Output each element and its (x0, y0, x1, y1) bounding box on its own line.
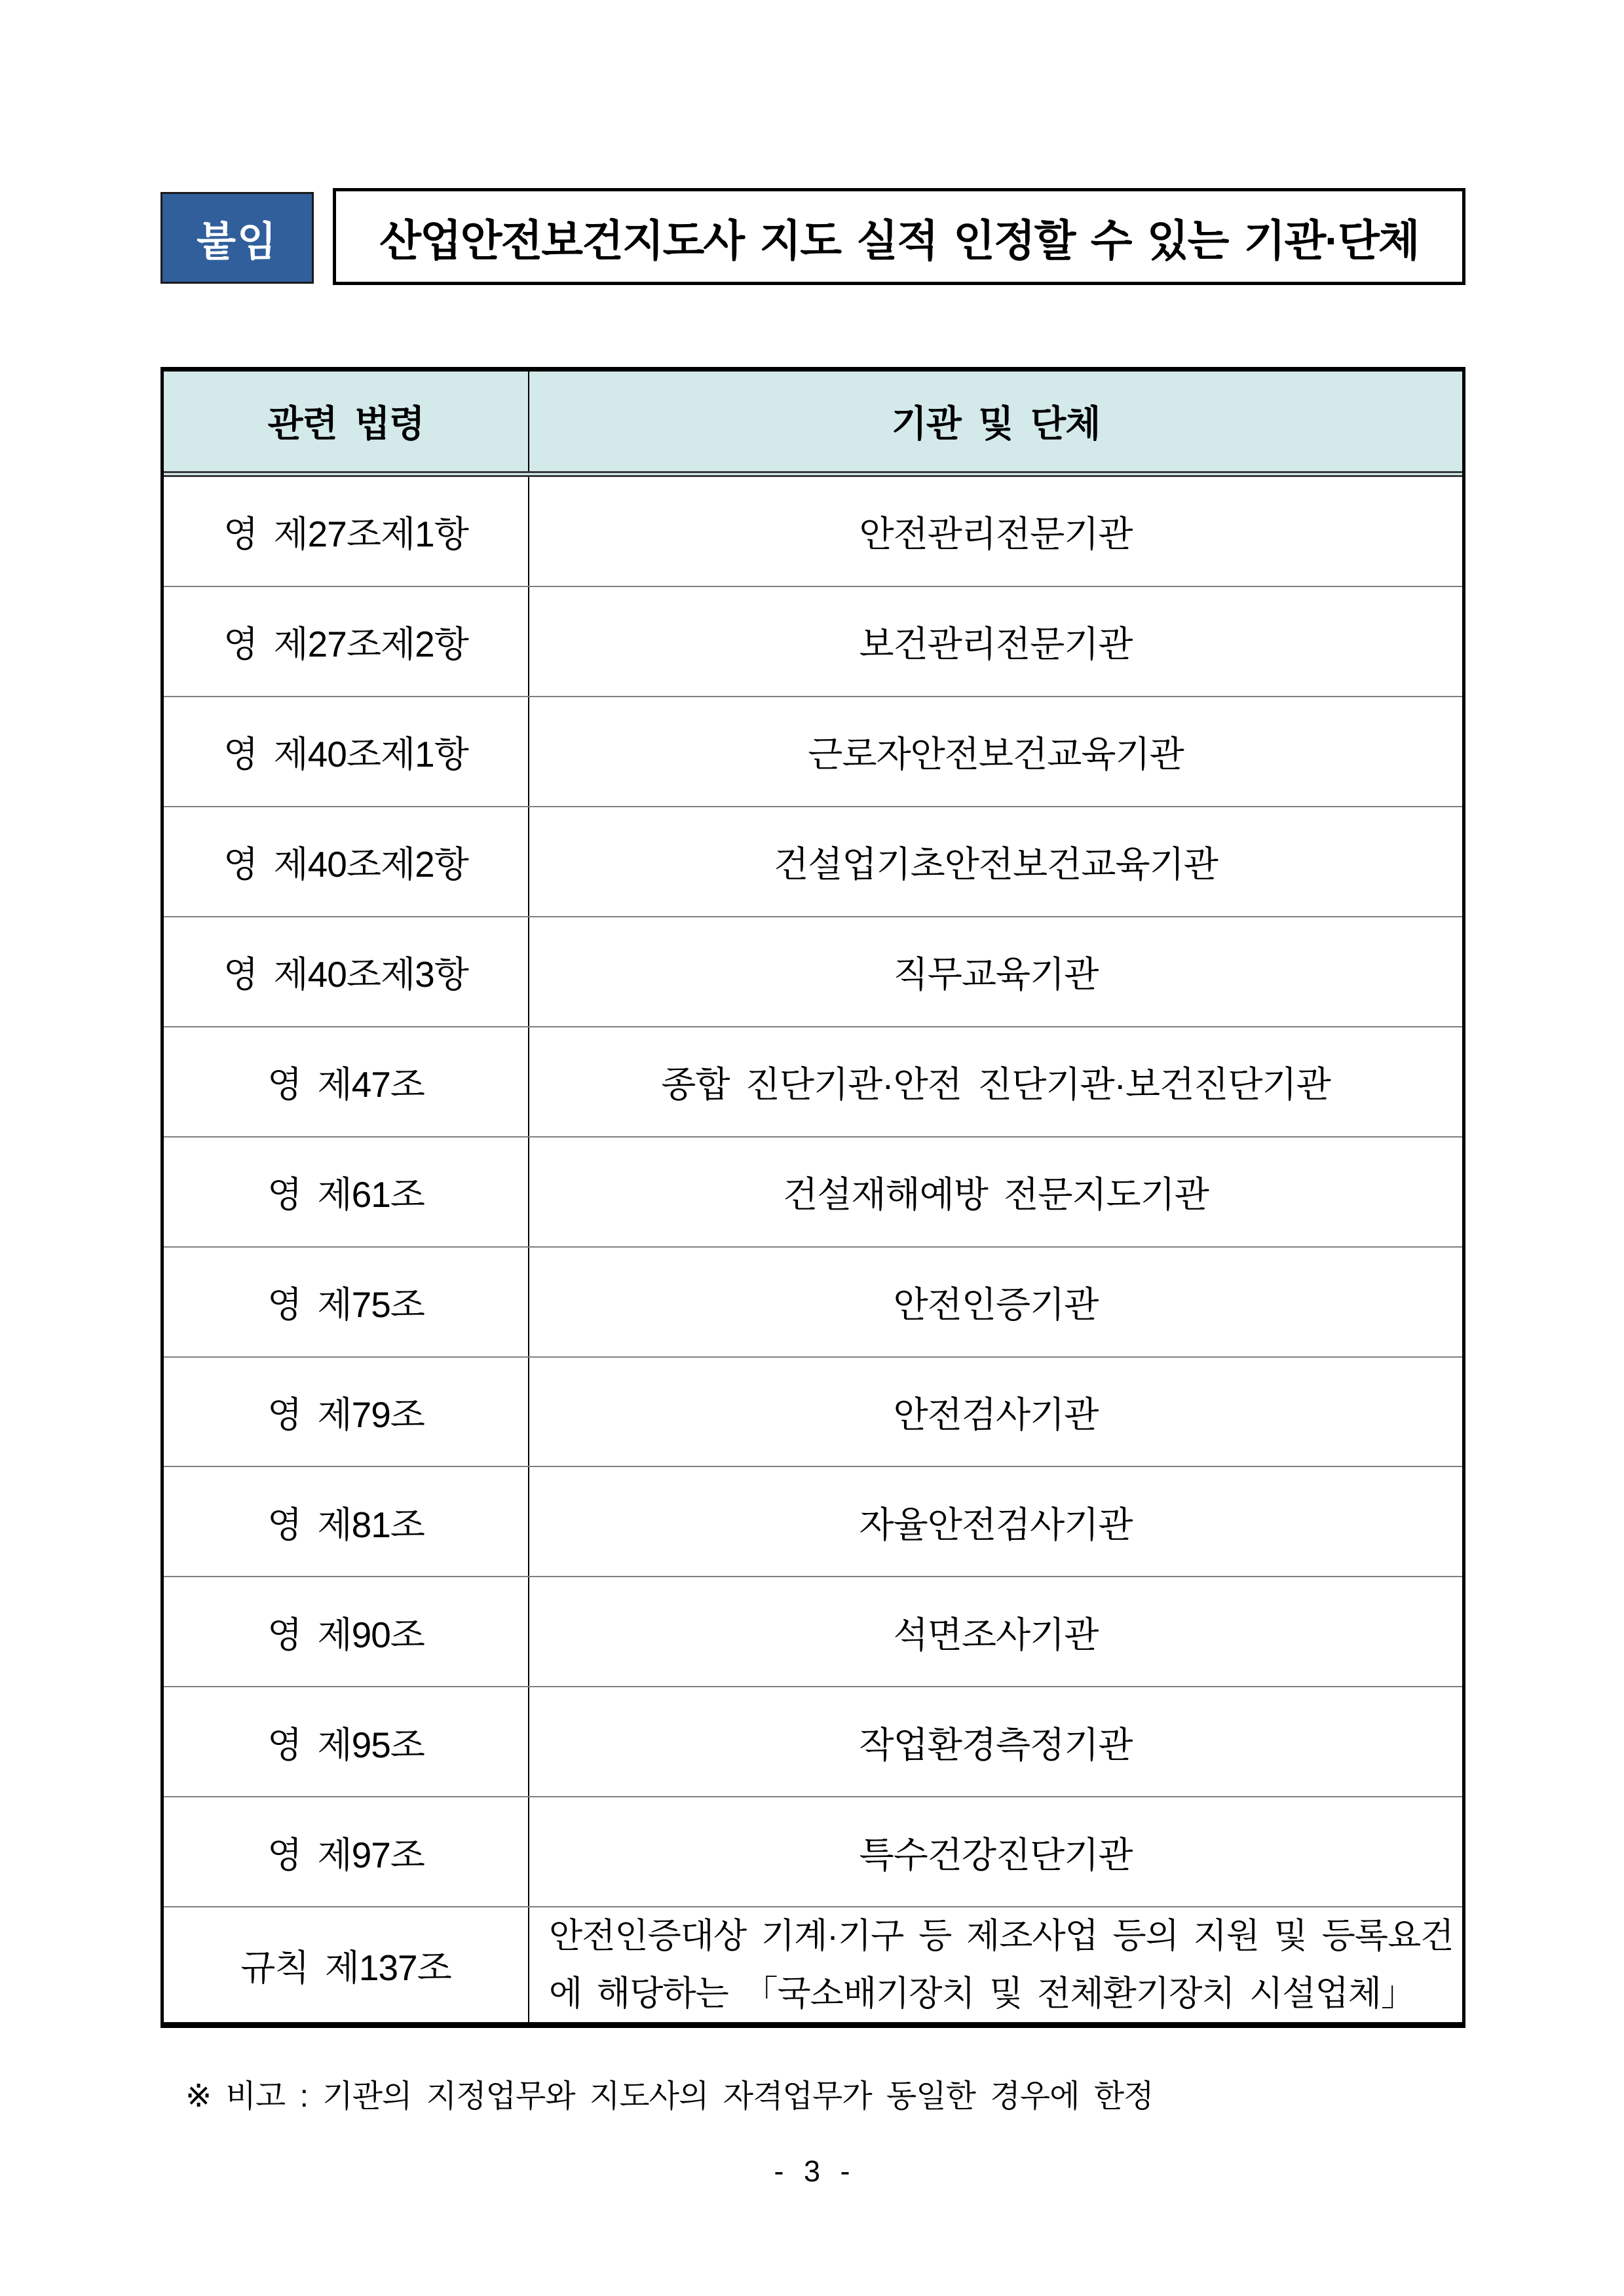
table-row (164, 1138, 1462, 1248)
page-number: - 3 - (774, 2154, 850, 2188)
table-row (164, 1577, 1462, 1687)
org-cell: 근로자안전보건교육기관 (808, 734, 1184, 775)
org-cell: 건설재해예방 전문지도기관 (783, 1174, 1209, 1215)
table-row (164, 807, 1462, 917)
table-row (164, 1027, 1462, 1138)
law-cell: 영 제81조 (164, 1467, 529, 1576)
law-cell: 영 제75조 (164, 1248, 529, 1356)
org-cell: 작업환경측정기관 (859, 1724, 1133, 1765)
law-cell: 영 제40조제2항 (164, 807, 529, 916)
attachment-badge: 붙임 (161, 192, 314, 284)
legal-institutions-table (161, 367, 1465, 2028)
law-cell: 영 제27조제1항 (164, 477, 529, 586)
header-law-column: 관련 법령 (164, 372, 529, 471)
org-cell: 건설업기초안전보건교육기관 (774, 844, 1218, 885)
org-cell: 안전인증기관 (893, 1284, 1099, 1326)
org-cell: 종합 진단기관·안전 진단기관·보건진단기관 (661, 1064, 1331, 1105)
page-title: 산업안전보건지도사 지도 실적 인정할 수 있는 기관·단체 (333, 188, 1465, 285)
table-row (164, 917, 1462, 1027)
table-row (164, 1248, 1462, 1358)
law-cell: 영 제40조제1항 (164, 697, 529, 806)
org-cell: 보건관리전문기관 (859, 624, 1133, 665)
note-text: ※ 비고 : 기관의 지정업무와 지도사의 자격업무가 동일한 경우에 한정 (185, 2079, 1154, 2114)
org-cell: 안전관리전문기관 (859, 514, 1133, 555)
law-cell: 영 제90조 (164, 1577, 529, 1686)
law-cell: 규칙 제137조 (164, 1907, 529, 2022)
table-row (164, 697, 1462, 807)
table-row (164, 1358, 1462, 1468)
org-cell: 자율안전검사기관 (859, 1504, 1133, 1545)
table-row (164, 477, 1462, 587)
org-cell: 특수건강진단기관 (859, 1834, 1133, 1875)
law-cell: 영 제79조 (164, 1358, 529, 1466)
org-cell: 안전검사기관 (893, 1394, 1099, 1435)
table-row (164, 1467, 1462, 1577)
header-org-column: 기관 및 단체 (891, 403, 1101, 444)
org-cell: 직무교육기관 (893, 954, 1099, 995)
law-cell: 영 제47조 (164, 1027, 529, 1136)
table-header-row (164, 372, 1462, 477)
law-cell: 영 제40조제3항 (164, 917, 529, 1026)
table-row (164, 1687, 1462, 1797)
table-row (164, 587, 1462, 697)
law-cell: 영 제95조 (164, 1687, 529, 1796)
org-cell: 석면조사기관 (893, 1614, 1099, 1655)
org-cell: 안전인증대상 기계·기구 등 제조사업 등의 지원 및 등록요건에 해당하는 「국소배기장치 및 전체환기장치 시설업체」 (549, 1917, 1454, 2013)
law-cell: 영 제27조제2항 (164, 587, 529, 696)
table-row (164, 1797, 1462, 1907)
law-cell: 영 제61조 (164, 1138, 529, 1246)
law-cell: 영 제97조 (164, 1797, 529, 1906)
table-row (164, 1907, 1462, 2022)
